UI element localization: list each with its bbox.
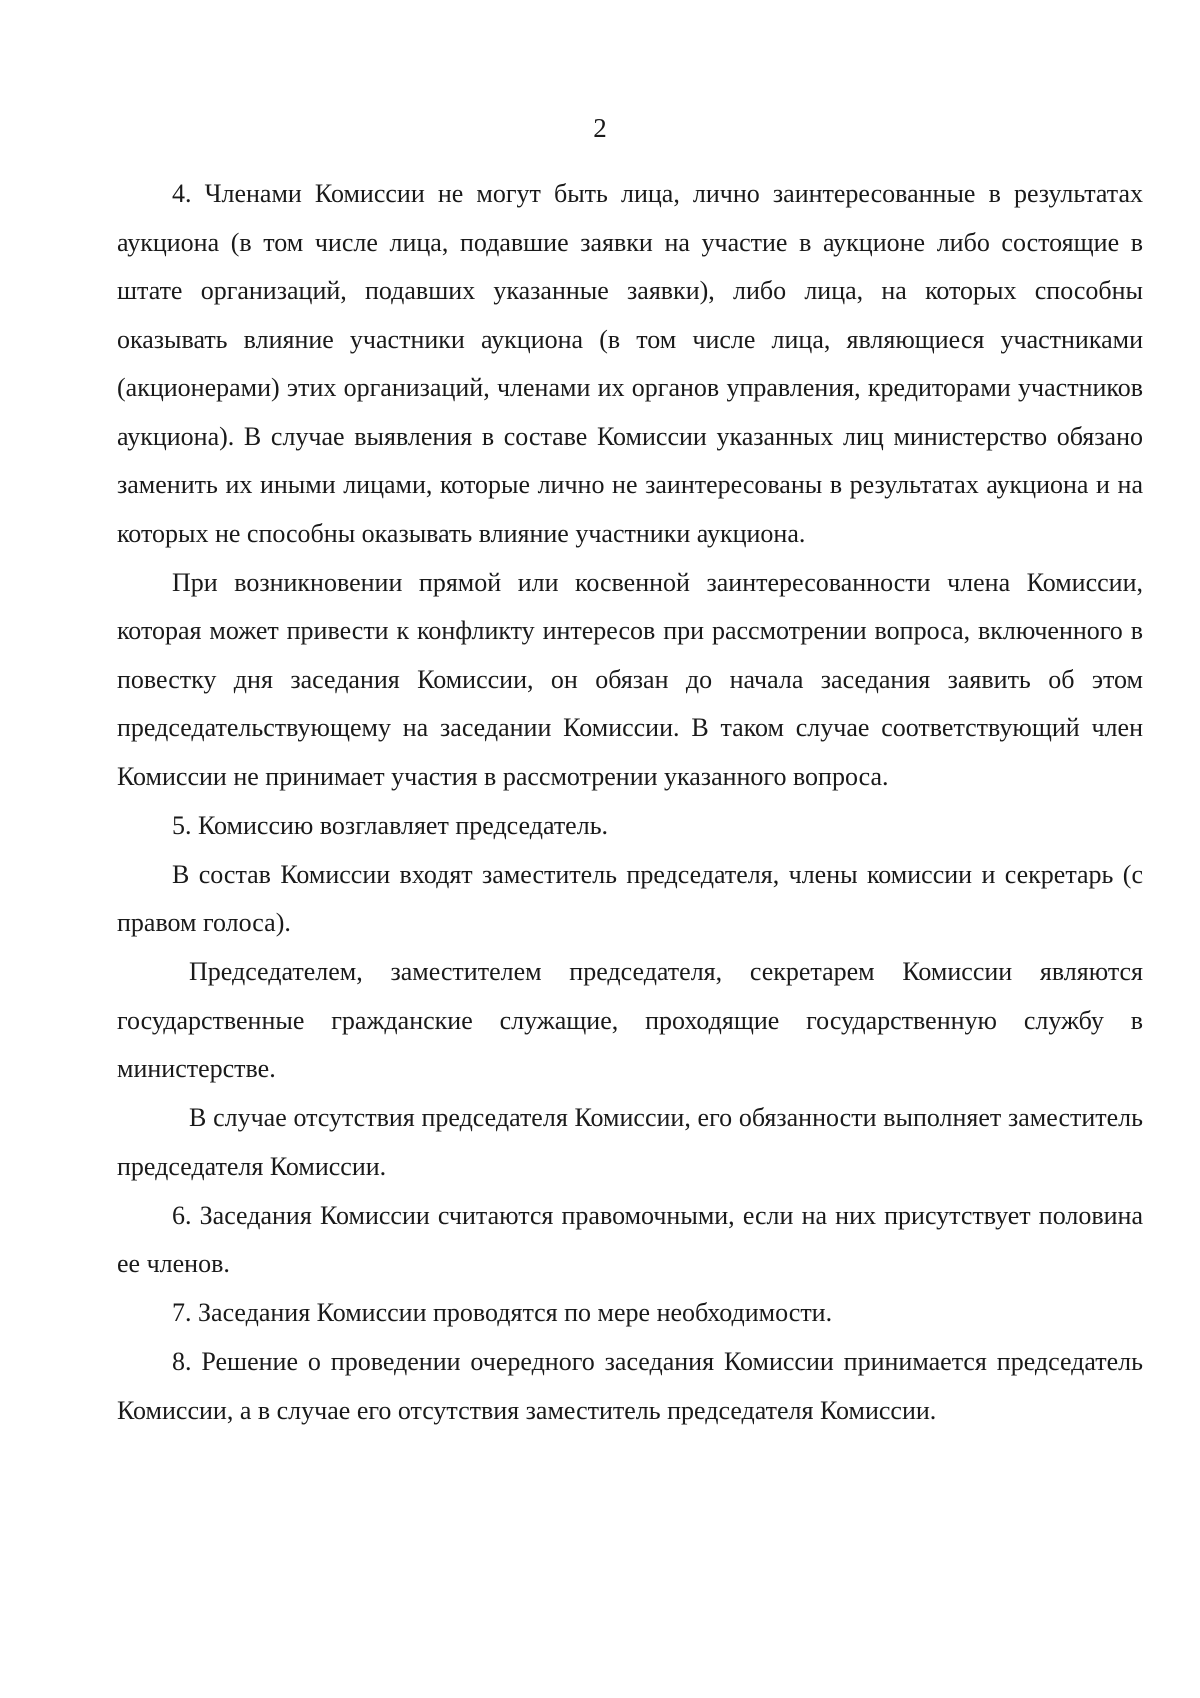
paragraph-item-4-members-restrictions: 4. Членами Комиссии не могут быть лица, лично заинтересованные в результатах аукциона (в том числе лица, подавшие заявки на участие в аукционе либо состоящие в штате организаций, подавших указанные заявки), либо лица, на которых способны оказывать влияние участники аукциона (в том числе лица, являющиеся участниками (акционерами) этих организаций, членами их органов управления, кредиторами участников аукциона). В случае выявления в составе Комиссии указанных лиц министерство обязано заменить их иными лицами, которые лично не заинтересованы в результатах аукциона и на которых не способны оказывать влияние участники аукциона. <box>117 179 1143 548</box>
paragraph-chairman-absence: В случае отсутствия председателя Комиссии, его обязанности выполняет заместитель председателя Комиссии. <box>117 1103 1143 1181</box>
page-number: 2 <box>593 113 607 143</box>
document-body <box>117 170 1143 1436</box>
paragraph-item-7-meetings: 7. Заседания Комиссии проводятся по мере необходимости. <box>172 1298 833 1327</box>
paragraph-item-6-quorum: 6. Заседания Комиссии считаются правомочными, если на них присутствует половина ее членов. <box>117 1200 1143 1278</box>
paragraph-item-8-meeting-decision: 8. Решение о проведении очередного заседания Комиссии принимается председатель Комиссии, а в случае его отсутствия заместитель председателя Комиссии. <box>117 1347 1143 1425</box>
paragraph-item-5-chairman: 5. Комиссию возглавляет председатель. <box>172 810 609 840</box>
paragraph-conflict-of-interest: При возникновении прямой или косвенной заинтересованности члена Комиссии, которая может привести к конфликту интересов при рассмотрении вопроса, включенного в повестку дня заседания Комиссии, он обязан до начала заседания заявить об этом председательствующему на заседании Комиссии. В таком случае соответствующий член Комиссии не принимает участия в рассмотрении указанного вопроса. <box>117 567 1143 791</box>
paragraph-commission-composition: В состав Комиссии входят заместитель председателя, члены комиссии и секретарь (с правом голоса). <box>117 859 1143 937</box>
paragraph-civil-servants: Председателем, заместителем председателя, секретарем Комиссии являются государственные гражданские служащие, проходящие государственную службу в министерстве. <box>117 957 1143 1083</box>
